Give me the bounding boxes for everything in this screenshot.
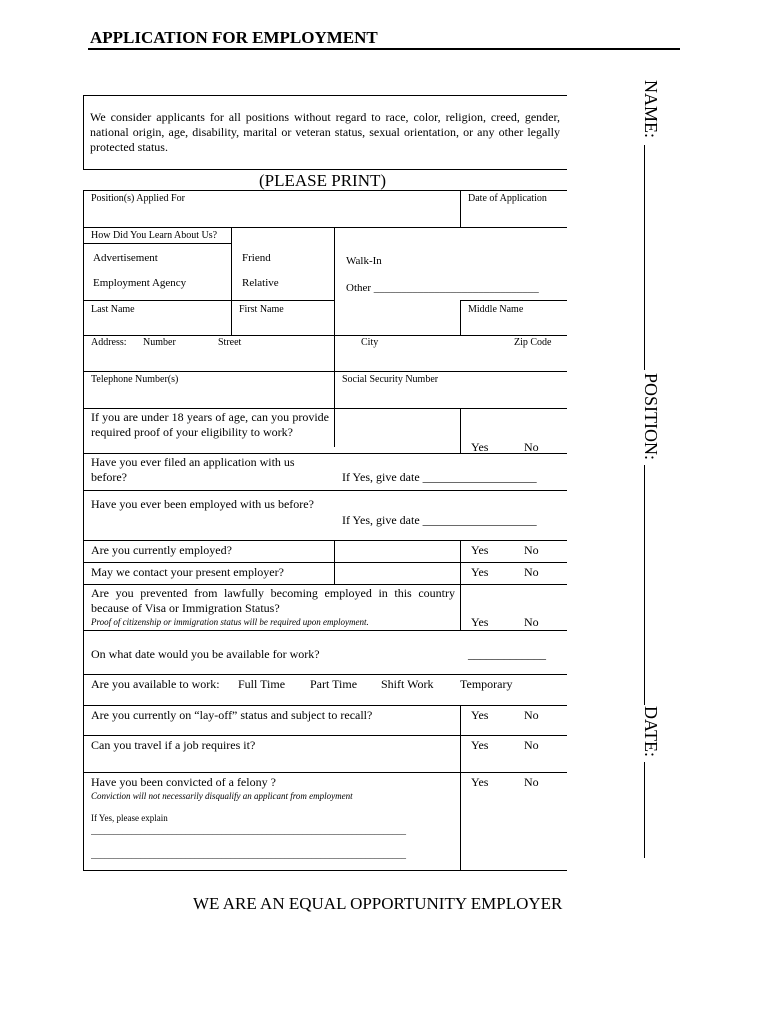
col-line — [460, 408, 461, 453]
felony-no[interactable]: No — [524, 775, 539, 789]
col-line — [460, 705, 461, 870]
option-employment-agency[interactable]: Employment Agency — [93, 277, 187, 289]
felony-question: Have you been convicted of a felony ? — [91, 775, 276, 789]
col-line — [460, 190, 461, 227]
option-advertisement[interactable]: Advertisement — [93, 252, 158, 264]
row-line — [83, 243, 231, 244]
row-line — [83, 735, 567, 736]
disclaimer-bottom — [83, 169, 567, 170]
form-bottom-border — [83, 870, 567, 871]
col-line — [231, 227, 232, 335]
side-position-label — [640, 373, 661, 460]
side-name-line[interactable] — [644, 145, 645, 370]
option-shift-work[interactable]: Shift Work — [381, 677, 434, 691]
form-left-border — [83, 190, 84, 870]
side-name-text: NAME: — [641, 80, 661, 138]
row-line — [83, 674, 567, 675]
row-line — [83, 300, 231, 301]
under18-yes[interactable]: Yes — [471, 440, 489, 454]
col-line — [334, 227, 335, 447]
visa-yes[interactable]: Yes — [471, 615, 489, 629]
row-line — [83, 540, 567, 541]
side-date-text: DATE: — [641, 706, 661, 757]
row-line — [83, 453, 567, 454]
col-line — [334, 371, 335, 408]
option-other[interactable]: Other ______________________________ — [346, 282, 539, 294]
row-line — [83, 335, 567, 336]
option-part-time[interactable]: Part Time — [310, 677, 358, 691]
currently-employed-yes[interactable]: Yes — [471, 543, 489, 557]
under18-question: If you are under 18 years of age, can you provide required proof of your eligibility to work? — [91, 410, 329, 439]
row-line — [83, 227, 567, 228]
felony-explain-line-1[interactable]: ______________________________________________________________________ — [91, 826, 406, 836]
address-city-label[interactable]: City — [361, 337, 379, 348]
page-title: APPLICATION FOR EMPLOYMENT — [90, 28, 378, 47]
filed-before-question: Have you ever filed an application with us before? — [91, 455, 295, 484]
disclaimer-text: We consider applicants for all positions without regard to race, color, religion, creed, gender, national origin, age, disability, marital or veteran status, sexual orientation, or any other legally protected status. — [90, 110, 560, 154]
option-walk-in[interactable]: Walk-In — [346, 255, 382, 267]
filed-before-date[interactable]: If Yes, give date ___________________ — [342, 470, 537, 484]
available-date-question: On what date would you be available for work? — [91, 647, 320, 661]
please-print: (PLEASE PRINT) — [259, 171, 387, 190]
side-date-line[interactable] — [644, 762, 645, 858]
footer-eeo: WE ARE AN EQUAL OPPORTUNITY EMPLOYER — [193, 894, 563, 913]
date-of-application-label[interactable]: Date of Application — [468, 193, 547, 204]
travel-yes[interactable]: Yes — [471, 738, 489, 752]
side-date-label — [640, 706, 661, 757]
ssn-label[interactable]: Social Security Number — [342, 374, 439, 385]
row-line — [83, 490, 567, 491]
address-zip-label[interactable]: Zip Code — [514, 337, 552, 348]
row-line — [83, 630, 567, 631]
address-label: Address: — [91, 337, 127, 348]
row-line — [83, 371, 567, 372]
row-line — [231, 300, 334, 301]
row-line — [83, 408, 567, 409]
employed-before-date[interactable]: If Yes, give date ___________________ — [342, 513, 537, 527]
visa-question: Are you prevented from lawfully becoming employed in this country because of Visa or Immigration Status? — [91, 586, 455, 615]
travel-no[interactable]: No — [524, 738, 539, 752]
side-position-text: POSITION: — [641, 373, 661, 461]
row-line — [460, 300, 567, 301]
option-full-time[interactable]: Full Time — [238, 677, 286, 691]
how-learn-label: How Did You Learn About Us? — [91, 230, 218, 241]
felony-note: Conviction will not necessarily disqualify an applicant from employment — [91, 791, 353, 801]
travel-question: Can you travel if a job requires it? — [91, 738, 256, 752]
first-name-label[interactable]: First Name — [239, 304, 284, 315]
felony-explain-line-2[interactable]: ______________________________________________________________________ — [91, 850, 406, 860]
option-temporary[interactable]: Temporary — [460, 677, 513, 691]
col-line — [460, 300, 461, 335]
row-line — [83, 562, 567, 563]
visa-no[interactable]: No — [524, 615, 539, 629]
currently-employed-question: Are you currently employed? — [91, 543, 232, 557]
visa-note: Proof of citizenship or immigration status will be required upon employment. — [91, 617, 369, 627]
address-number-label[interactable]: Number — [143, 337, 176, 348]
felony-explain-label: If Yes, please explain — [91, 813, 168, 823]
employed-before-question: Have you ever been employed with us before? — [91, 497, 314, 511]
under18-no[interactable]: No — [524, 440, 539, 454]
available-to-work-question: Are you available to work: — [91, 677, 220, 691]
layoff-no[interactable]: No — [524, 708, 539, 722]
disclaimer-top — [83, 95, 567, 96]
telephone-label[interactable]: Telephone Number(s) — [91, 374, 179, 385]
option-relative[interactable]: Relative — [242, 277, 279, 289]
contact-employer-question: May we contact your present employer? — [91, 565, 284, 579]
felony-yes[interactable]: Yes — [471, 775, 489, 789]
layoff-question: Are you currently on “lay-off” status and subject to recall? — [91, 708, 373, 722]
side-name-label — [640, 80, 661, 138]
middle-name-label[interactable]: Middle Name — [468, 304, 524, 315]
col-line — [460, 540, 461, 630]
address-street-label[interactable]: Street — [218, 337, 242, 348]
row-line — [83, 190, 567, 191]
positions-applied-label[interactable]: Position(s) Applied For — [91, 193, 185, 204]
title-underline — [88, 48, 680, 50]
contact-employer-yes[interactable]: Yes — [471, 565, 489, 579]
side-position-line[interactable] — [644, 465, 645, 705]
contact-employer-no[interactable]: No — [524, 565, 539, 579]
option-friend[interactable]: Friend — [242, 252, 271, 264]
row-line — [83, 584, 567, 585]
last-name-label[interactable]: Last Name — [91, 304, 135, 315]
disclaimer-left — [83, 95, 84, 170]
currently-employed-no[interactable]: No — [524, 543, 539, 557]
row-line — [83, 705, 567, 706]
available-date-field[interactable]: _____________ — [468, 647, 546, 661]
layoff-yes[interactable]: Yes — [471, 708, 489, 722]
row-line — [83, 772, 567, 773]
